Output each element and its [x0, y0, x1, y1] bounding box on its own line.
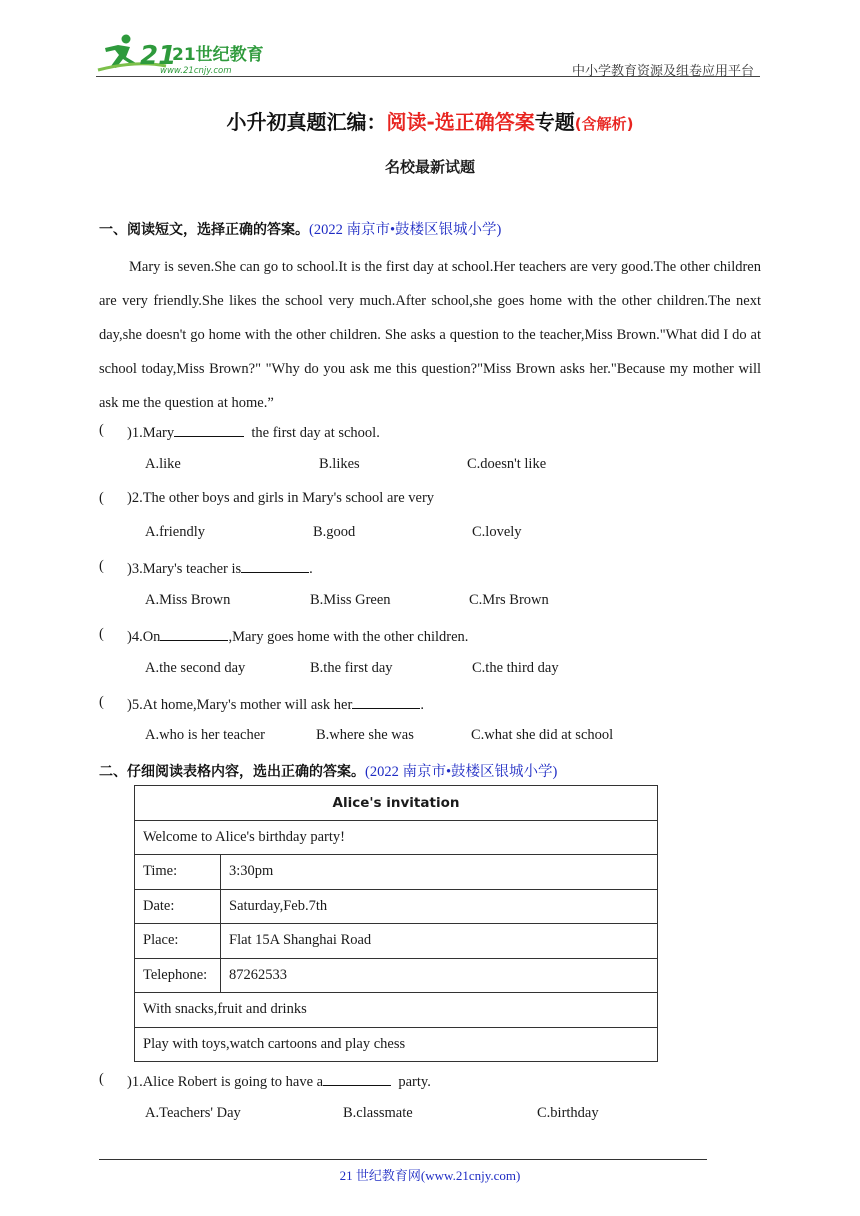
page-title: [0, 106, 860, 135]
table-row: Telephone: 87262533: [135, 958, 658, 993]
question-3: )3.Mary's teacher is .: [127, 558, 313, 578]
question-5: )5.At home,Mary's mother will ask her .: [127, 694, 424, 714]
answer-paren[interactable]: (: [99, 558, 104, 574]
q4-option-b[interactable]: B.the first day: [310, 660, 393, 676]
footer-divider: [99, 1159, 707, 1160]
answer-paren[interactable]: (: [99, 422, 104, 438]
q4-option-a[interactable]: A.the second day: [145, 660, 246, 676]
header-divider: [96, 76, 760, 77]
svg-text:21: 21: [140, 41, 177, 71]
q1-option-b[interactable]: B.likes: [319, 456, 360, 472]
table-title: Alice's invitation: [135, 786, 658, 821]
q4-option-c[interactable]: C.the third day: [472, 660, 559, 676]
s2q1-option-b[interactable]: B.classmate: [343, 1105, 413, 1121]
q3-option-c[interactable]: C.Mrs Brown: [469, 592, 549, 608]
section2-question-1: )1.Alice Robert is going to have a party.: [127, 1071, 431, 1091]
q3-option-a[interactable]: A.Miss Brown: [145, 592, 231, 608]
q3-option-b[interactable]: B.Miss Green: [310, 592, 391, 608]
question-4: )4.On ,Mary goes home with the other children.: [127, 626, 468, 646]
table-activities: Play with toys,watch cartoons and play chess: [135, 1027, 658, 1062]
answer-paren[interactable]: (: [99, 1071, 104, 1087]
table-snacks: With snacks,fruit and drinks: [135, 993, 658, 1028]
reading-passage: Mary is seven.She can go to school.It is the first day at school.Her teachers are very good.The other children are very friendly.She likes the school very much.After school,she goes home with the other children.The next day,she doesn't go home with the other children. She asks a question to the teacher,Miss Brown."What did I do at school today,Miss Brown?" "Why do you ask me this question?"Miss Brown asks her."Because my mother will ask me the question at home.”: [99, 259, 761, 411]
section2-heading: 二、仔细阅读表格内容，选出正确的答案。(2022 南京市•鼓楼区银城小学): [99, 764, 558, 780]
runner-logo-icon: [96, 30, 266, 76]
answer-paren[interactable]: (: [99, 626, 104, 642]
s2q1-option-a[interactable]: A.Teachers' Day: [145, 1105, 241, 1121]
page-header: [96, 30, 760, 78]
q5-option-b[interactable]: B.where she was: [316, 727, 414, 743]
q2-option-b[interactable]: B.good: [313, 524, 356, 540]
q5-option-a[interactable]: A.who is her teacher: [145, 727, 265, 743]
q2-option-a[interactable]: A.friendly: [145, 524, 205, 540]
section1-heading: 一、阅读短文，选择正确的答案。(2022 南京市•鼓楼区银城小学): [99, 222, 502, 238]
table-row: Time: 3:30pm: [135, 855, 658, 890]
q5-option-c[interactable]: C.what she did at school: [471, 727, 614, 743]
platform-name: 中小学教育资源及组卷应用平台: [571, 64, 754, 79]
q1-option-c[interactable]: C.doesn't like: [467, 456, 547, 472]
answer-paren[interactable]: (: [99, 490, 104, 506]
question-2: )2.The other boys and girls in Mary's school are very: [127, 490, 435, 506]
table-row: Place: Flat 15A Shanghai Road: [135, 924, 658, 959]
section1-source: (2022 南京市•鼓楼区银城小学): [309, 222, 502, 238]
title-part-1: 小升初真题汇编：: [226, 110, 387, 134]
svg-text:21世纪教育: 21世纪教育: [172, 45, 264, 65]
section2-source: (2022 南京市•鼓楼区银城小学): [365, 764, 558, 780]
site-logo: [96, 30, 266, 76]
question-1: )1.Mary the first day at school.: [127, 422, 380, 442]
table-welcome: Welcome to Alice's birthday party!: [135, 820, 658, 855]
title-part-4: (含解析): [574, 115, 634, 133]
table-row: Date: Saturday,Feb.7th: [135, 889, 658, 924]
svg-text:www.21cnjy.com: www.21cnjy.com: [160, 66, 232, 76]
title-part-3: 专题: [534, 110, 575, 134]
page-subtitle: 名校最新试题: [384, 158, 475, 176]
invitation-table: [134, 785, 658, 1062]
q2-option-c[interactable]: C.lovely: [472, 524, 522, 540]
answer-paren[interactable]: (: [99, 694, 104, 710]
title-part-2: 阅读-选正确答案: [386, 110, 535, 134]
q1-option-a[interactable]: A.like: [145, 456, 181, 472]
s2q1-option-c[interactable]: C.birthday: [537, 1105, 599, 1121]
page-footer[interactable]: 21 世纪教育网(www.21cnjy.com): [339, 1168, 521, 1183]
